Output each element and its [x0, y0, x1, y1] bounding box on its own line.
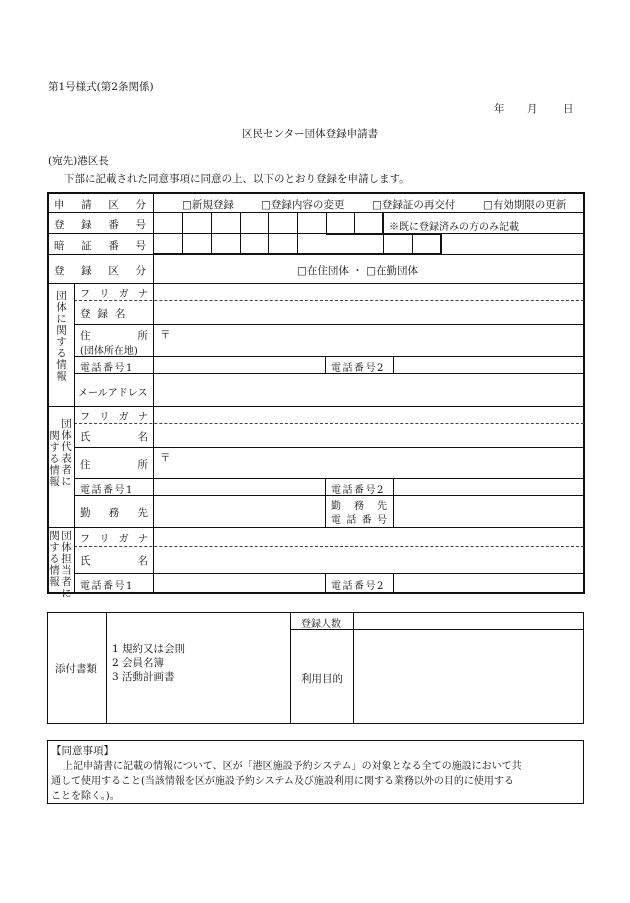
- attachment-item-3: 3 活動計画書: [112, 671, 175, 683]
- group-address-sub-label: (団体所在地): [80, 346, 138, 357]
- contact-phone2-label: 電話番号2: [331, 581, 385, 592]
- contact-furigana-input[interactable]: [156, 530, 582, 544]
- purpose-label: 利用目的: [301, 673, 343, 685]
- rep-workplace-label: 勤 務 先: [80, 507, 148, 519]
- rep-phone2-input[interactable]: [396, 480, 582, 494]
- addressee: (宛先)港区長: [48, 155, 109, 167]
- consent-line-3: ことを除く。)。: [51, 791, 120, 802]
- group-name-input[interactable]: [156, 302, 582, 322]
- contact-name-label: 氏 名: [80, 555, 148, 567]
- representative-section-label-a: 関する情報: [48, 430, 60, 488]
- rep-name-input[interactable]: [156, 425, 582, 445]
- intro-text: 下部に記載された同意事項に同意の上、以下のとおり登録を申請します。: [64, 173, 410, 185]
- date-month-label: 月: [527, 103, 538, 115]
- attachment-item-1: 1 規約又は会則: [112, 643, 186, 655]
- registration-type-options[interactable]: □在住団体 ・ □在勤団体: [297, 265, 419, 277]
- option-reissue-certificate[interactable]: □登録証の再交付: [372, 199, 456, 211]
- group-postal-mark: 〒: [160, 329, 171, 341]
- group-name-label: 登録名: [80, 308, 133, 320]
- group-furigana-input[interactable]: [156, 285, 582, 299]
- option-new-registration[interactable]: □新規登録: [182, 199, 234, 211]
- contact-name-input[interactable]: [156, 549, 582, 571]
- form-number: 第1号様式(第2条関係): [48, 81, 154, 93]
- rep-furigana-input[interactable]: [156, 408, 582, 422]
- registration-number-label: 登 録 番 号: [54, 219, 146, 231]
- contact-section-label-a: 関する情報: [48, 530, 60, 588]
- group-phone2-label: 電話番号2: [331, 363, 385, 374]
- rep-workplace-input[interactable]: [156, 497, 323, 525]
- rep-postal-mark: 〒: [160, 452, 171, 464]
- pin-label: 暗 証 番 号: [54, 240, 146, 252]
- group-address-input[interactable]: [172, 326, 582, 354]
- representative-section-label-b: 団体代表者に: [60, 418, 72, 487]
- group-furigana-label: フ リ ガ ナ: [80, 289, 148, 300]
- pin-input[interactable]: [155, 235, 439, 252]
- consent-line-2: 通して使用すること(当該情報を区が施設予約システム及び施設利用に関する業務以外の目的に使用する: [51, 776, 514, 787]
- consent-line-1: 上記申請書に記載の情報について、区が「港区施設予約システム」の対象となる全ての施設において共: [63, 761, 522, 772]
- rep-address-input[interactable]: [172, 449, 582, 476]
- rep-address-label: 住 所: [80, 459, 148, 471]
- option-renew-expiry[interactable]: □有効期限の更新: [483, 199, 567, 211]
- date-year-label: 年: [494, 103, 505, 115]
- group-phone2-input[interactable]: [396, 358, 582, 372]
- attachment-item-2: 2 会員名簿: [112, 657, 165, 669]
- group-address-label: 住 所: [80, 330, 148, 342]
- member-count-label: 登録人数: [301, 619, 341, 630]
- group-email-input[interactable]: [156, 375, 582, 404]
- rep-workplace-phone-label-b: 電 話 番 号: [331, 515, 387, 526]
- rep-workplace-phone-input[interactable]: [396, 497, 582, 525]
- contact-furigana-label: フ リ ガ ナ: [80, 534, 148, 545]
- date-day-label: 日: [563, 103, 574, 115]
- attachments-label: 添付書類: [55, 663, 97, 675]
- contact-phone1-label: 電話番号1: [80, 581, 134, 592]
- consent-title: 【同意事項】: [51, 745, 114, 757]
- group-phone1-label: 電話番号1: [80, 363, 134, 374]
- contact-section-label-b: 団体担当者に: [60, 530, 72, 599]
- rep-workplace-phone-label-a: 勤 務 先: [331, 501, 387, 512]
- group-info-section-label: 団体に関する情報: [55, 290, 67, 382]
- contact-phone2-input[interactable]: [396, 576, 582, 591]
- rep-name-label: 氏 名: [80, 431, 148, 443]
- group-phone1-input[interactable]: [156, 358, 323, 372]
- group-email-label: メールアドレス: [78, 388, 148, 399]
- application-type-label: 申 請 区 分: [54, 199, 146, 211]
- rep-phone1-input[interactable]: [156, 480, 323, 494]
- contact-phone1-input[interactable]: [156, 576, 323, 591]
- member-count-input[interactable]: [356, 614, 582, 628]
- registration-note: ※既に登録済みの方のみ記載: [389, 222, 519, 233]
- registration-type-label: 登 録 区 分: [54, 265, 146, 277]
- rep-phone2-label: 電話番号2: [331, 485, 385, 496]
- rep-phone1-label: 電話番号1: [80, 485, 134, 496]
- registration-number-input[interactable]: [155, 214, 381, 232]
- rep-furigana-label: フ リ ガ ナ: [80, 412, 148, 423]
- option-change-registration[interactable]: □登録内容の変更: [261, 199, 345, 211]
- purpose-input[interactable]: [356, 632, 582, 722]
- page-title: 区民センター団体登録申請書: [242, 128, 379, 140]
